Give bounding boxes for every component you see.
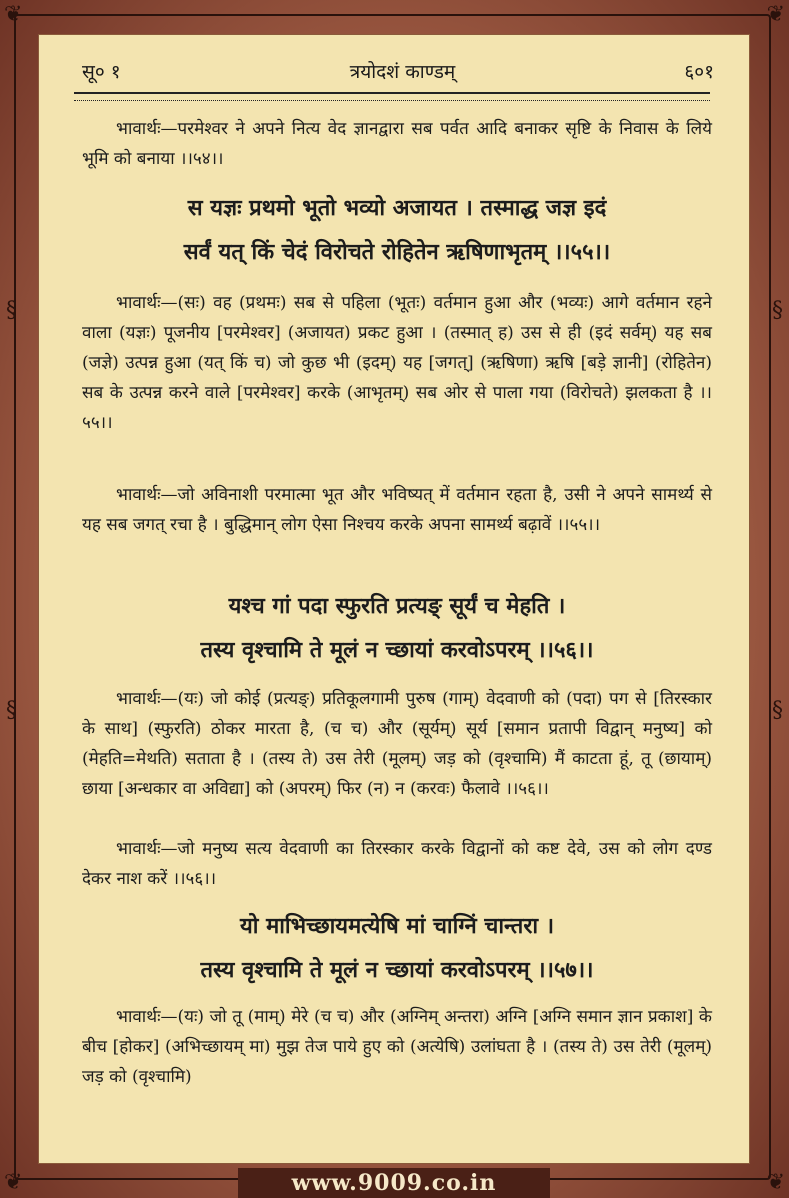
page-number: ६०१: [684, 61, 714, 83]
corner-ornament-icon: ❦: [766, 1170, 785, 1195]
mantra-line: तस्य वृश्चामि ते मूलं न च्छायां करवोऽपरम् ।।५६।।: [200, 637, 594, 663]
mantra-line: स यज्ञः प्रथमो भूतो भव्यो अजायत । तस्माद्ध जज्ञ इदं: [187, 195, 607, 221]
kanda-title: त्रयोदशं काण्डम्: [349, 61, 456, 83]
bhava-paragraph: भावार्थः—जो अविनाशी परमात्मा भूत और भविष्यत् में वर्तमान रहता है, उसी ने अपने सामर्थ्य से यह सब जगत् रचा है । बुद्धिमान् लोग ऐसा निश्चय करके अपना सामर्थ्य बढ़ावें ।।५५।।: [82, 485, 712, 535]
bhava-paragraph: भावार्थः—परमेश्वर ने अपने नित्य वेद ज्ञानद्वारा सब पर्वत आदि बनाकर सृष्टि के निवास के लिये भूमि को बनाया ।।५४।।: [82, 119, 712, 169]
side-ornament-icon: §: [772, 298, 783, 323]
corner-ornament-icon: ❦: [4, 2, 23, 27]
corner-ornament-icon: ❦: [4, 1170, 23, 1195]
side-ornament-icon: §: [6, 298, 17, 323]
bhava-paragraph: भावार्थः—जो मनुष्य सत्य वेदवाणी का तिरस्कार करके विद्वानों को कष्ट देवे, उस को लोग दण्ड देकर नाश करें ।।५६।।: [82, 839, 712, 889]
word-meaning-paragraph: भावार्थः—(सः) वह (प्रथमः) सब से पहिला (भूतः) वर्तमान हुआ और (भव्यः) आगे वर्तमान रहने वाला (यज्ञः) पूजनीय [परमेश्वर] (अजायत) प्रकट हुआ । (तस्मात् ह) उस से ही (इदं सर्वम्) यह सब (जज्ञे) उत्पन्न हुआ (यत् किं च) जो कुछ भी (इदम्) यह [जगत्] (ऋषिणा) ऋषि [बड़े ज्ञानी] (रोहितेन) सब के उत्पन्न करने वाले [परमेश्वर] करके (आभृतम्) सब ओर से पाला गया (विरोचते) झलकता है ।।५५।।: [82, 293, 712, 433]
mantra-verse-57: [82, 904, 712, 992]
side-ornament-icon: §: [6, 698, 17, 723]
sukta-number: सू० १: [82, 61, 121, 83]
footer-bar: [238, 1168, 550, 1198]
mantra-line: यश्च गां पदा स्फुरति प्रत्यङ् सूर्यं च मेहति ।: [228, 593, 566, 619]
side-ornament-icon: §: [772, 698, 783, 723]
mantra-line: सर्वं यत् किं चेदं विरोचते रोहितेन ऋषिणाभृतम् ।।५५।।: [183, 239, 611, 265]
book-page: [38, 34, 750, 1164]
mantra-verse-56: [82, 584, 712, 672]
header-rule: [74, 92, 710, 101]
mantra-verse-55: [82, 186, 712, 274]
mantra-line: तस्य वृश्चामि ते मूलं न च्छायां करवोऽपरम् ।।५७।।: [200, 957, 594, 983]
page-header: [82, 56, 714, 86]
word-meaning-paragraph: भावार्थः—(यः) जो तू (माम्) मेरे (च च) और (अग्निम् अन्तरा) अग्नि [अग्नि समान ज्ञान प्रकाश] के बीच [होकर] (अभिच्छायम् मा) मुझ तेज पाये हुए को (अत्येषि) उलांघता है । (तस्य ते) उस तेरी (मूलम्) जड़ को (वृश्चामि): [82, 1007, 712, 1087]
mantra-line: यो माभिच्छायमत्येषि मां चाग्निं चान्तरा ।: [239, 913, 555, 939]
website-url[interactable]: www.9009.co.in: [291, 1170, 497, 1196]
word-meaning-paragraph: भावार्थः—(यः) जो कोई (प्रत्यङ्) प्रतिकूलगामी पुरुष (गाम्) वेदवाणी को (पदा) पग से [तिरस्कार के साथ] (स्फुरति) ठोकर मारता है, (च च) और (सूर्यम्) सूर्य [समान प्रतापी विद्वान् मनुष्य] को (मेहति=मेथति) सताता है । (तस्य ते) उस तेरी (मूलम्) जड़ को (वृश्चामि) मैं काटता हूं, तू (छायाम्) छाया [अन्धकार वा अविद्या] को (अपरम्) फिर (न) न (करवः) फैलावे ।।५६।।: [82, 689, 712, 799]
corner-ornament-icon: ❦: [766, 2, 785, 27]
